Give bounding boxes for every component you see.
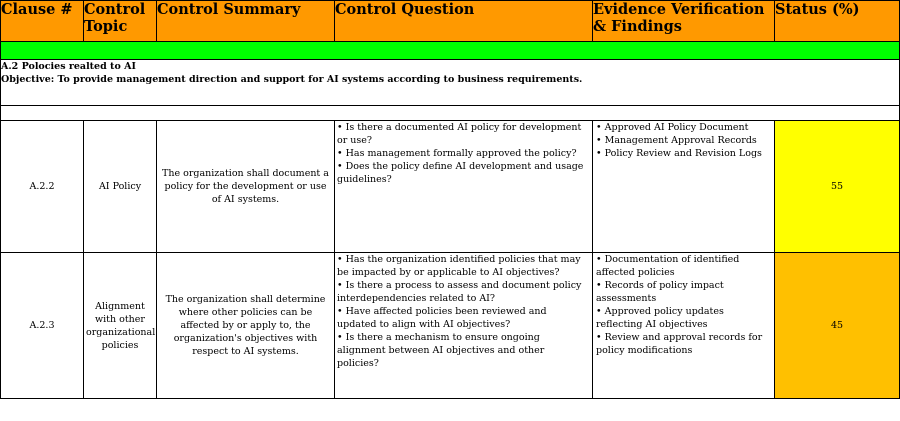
spacer-row — [1, 106, 900, 121]
evidence-item: • Documentation of identified affected policies — [596, 254, 740, 278]
topic-cell[interactable]: Alignment with other organizational policies — [84, 253, 157, 399]
question-item: • Is there a mechanism to ensure ongoing alignment between AI objectives and other policies? — [337, 332, 545, 369]
question-item: • Does the policy define AI development and usage guidelines? — [337, 161, 584, 185]
clause-cell[interactable]: A.2.2 — [1, 121, 84, 253]
status-cell[interactable]: 55 — [775, 121, 900, 253]
evidence-item: • Policy Review and Revision Logs — [596, 148, 762, 159]
header-question[interactable]: Control Question — [335, 1, 593, 42]
evidence-item: • Approved AI Policy Document — [596, 122, 749, 133]
summary-cell[interactable]: The organization shall determine where other policies can be affected by or apply to, the organization's objectives with respect to AI systems. — [157, 253, 335, 399]
header-topic[interactable]: Control Topic — [84, 1, 157, 42]
question-item: • Is there a process to assess and document policy interdependencies related to AI? — [337, 280, 582, 304]
evidence-cell[interactable] — [593, 253, 775, 399]
question-item: • Have affected policies been reviewed and updated to align with AI objectives? — [337, 306, 547, 330]
section-color-bar — [1, 42, 900, 60]
summary-cell[interactable]: The organization shall document a policy for the development or use of AI systems. — [157, 121, 335, 253]
evidence-item: • Records of policy impact assessments — [596, 280, 724, 304]
question-item: • Has the organization identified policies that may be impacted by or applicable to AI objectives? — [337, 254, 581, 278]
table-row — [1, 253, 900, 399]
question-item: • Has management formally approved the policy? — [337, 148, 577, 159]
green-bar-cell[interactable] — [1, 42, 900, 60]
header-status[interactable]: Status (%) — [775, 1, 900, 42]
evidence-item: • Management Approval Records — [596, 135, 757, 146]
table-row — [1, 121, 900, 253]
section-cell[interactable] — [1, 60, 900, 106]
evidence-item: • Review and approval records for policy modifications — [596, 332, 763, 356]
section-title: A.2 Polocies realted to AI — [1, 61, 136, 72]
evidence-cell[interactable] — [593, 121, 775, 253]
header-evidence[interactable]: Evidence Verification & Findings — [593, 1, 775, 42]
question-cell[interactable] — [335, 121, 593, 253]
question-item: • Is there a documented AI policy for development or use? — [337, 122, 582, 146]
question-cell[interactable] — [335, 253, 593, 399]
status-cell[interactable]: 45 — [775, 253, 900, 399]
section-row — [1, 60, 900, 106]
evidence-item: • Approved policy updates reflecting AI objectives — [596, 306, 724, 330]
clause-cell[interactable]: A.2.3 — [1, 253, 84, 399]
header-clause[interactable]: Clause # — [1, 1, 84, 42]
spacer-cell[interactable] — [1, 106, 900, 121]
section-objective: Objective: To provide management direction and support for AI systems according to business requirements. — [1, 74, 583, 85]
header-summary[interactable]: Control Summary — [157, 1, 335, 42]
header-row — [1, 1, 900, 42]
topic-cell[interactable]: AI Policy — [84, 121, 157, 253]
